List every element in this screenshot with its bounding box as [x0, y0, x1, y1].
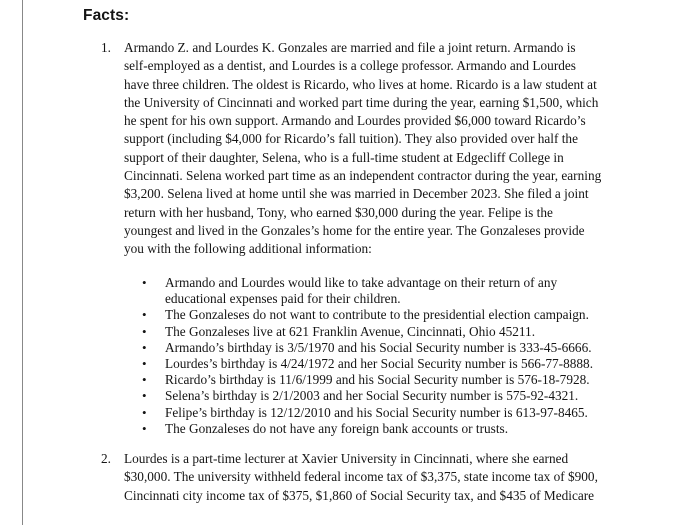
list-item-text: Felipe’s birthday is 12/12/2010 and his Social Security number is 613-97-8465. — [165, 404, 588, 420]
text-line: $30,000. The university withheld federal income tax of $3,375, state income tax of $900, — [124, 469, 598, 485]
list-item — [138, 356, 658, 372]
list-item — [138, 405, 658, 421]
bullet-icon: • — [142, 372, 147, 388]
bullet-icon: • — [142, 404, 147, 420]
text-line: support of their daughter, Selena, who is a full-time student at Edgecliff College in — [124, 149, 564, 165]
list-item — [138, 421, 658, 437]
fact-item-text — [124, 39, 624, 259]
fact-item-text — [124, 450, 624, 505]
list-item — [138, 307, 658, 323]
bullet-icon: • — [142, 420, 147, 436]
list-item-text: Ricardo’s birthday is 11/6/1999 and his Social Security number is 576-18-7928. — [165, 372, 590, 388]
list-item-text: The Gonzaleses do not have any foreign bank accounts or trusts. — [165, 420, 509, 436]
text-line: Cincinnati city income tax of $375, $1,860 of Social Security tax, and $435 of Medicare — [124, 487, 595, 503]
list-item-text: The Gonzaleses do not want to contribute to the presidential election campaign. — [165, 307, 589, 323]
bullet-icon: • — [142, 323, 147, 339]
text-line: the University of Cincinnati and worked part time during the year, earning $1,500, which — [124, 94, 599, 110]
list-item — [138, 324, 658, 340]
text-line: Armando Z. and Lourdes K. Gonzales are married and file a joint return. Armando is — [124, 40, 576, 55]
bullet-icon: • — [142, 307, 147, 323]
text-line: Lourdes is a part-time lecturer at Xavier University in Cincinnati, where she earned — [124, 451, 569, 466]
bullet-icon: • — [142, 339, 147, 355]
list-item — [138, 372, 658, 388]
page-edge-rule — [22, 0, 23, 525]
text-line: Cincinnati. Selena worked part time as an independent contractor during the year, earning — [124, 168, 602, 184]
list-item-text: The Gonzaleses live at 621 Franklin Avenue, Cincinnati, Ohio 45211. — [165, 323, 536, 339]
list-item-text: Lourdes’s birthday is 4/24/1972 and her Social Security number is 566-77-8888. — [165, 356, 594, 372]
list-item-text: educational expenses paid for their children. — [165, 291, 401, 307]
text-line: return with her husband, Tony, who earned $30,000 during the year. Felipe is the — [124, 204, 553, 220]
list-item — [138, 340, 658, 356]
text-line: $3,200. Selena lived at home until she was married in December 2023. She filed a joint — [124, 186, 589, 202]
text-line: support (including $4,000 for Ricardo’s fall tuition). They also provided over half the — [124, 131, 578, 147]
text-line: self-employed as a dentist, and Lourdes is a college professor. Armando and Lourdes — [124, 58, 576, 74]
list-item — [138, 388, 658, 404]
list-item-text: Armando’s birthday is 3/5/1970 and his Social Security number is 333-45-6666. — [165, 339, 592, 355]
text-line: youngest and lived in the Gonzales’s home for the entire year. The Gonzaleses provide — [124, 222, 585, 238]
bullet-icon: • — [142, 275, 147, 290]
bullet-icon: • — [142, 388, 147, 404]
bullet-icon: • — [142, 356, 147, 372]
text-line: he spent for his own support. Armando and Lourdes provided $6,000 toward Ricardo’s — [124, 113, 586, 129]
fact-item-number: 2. — [101, 451, 111, 466]
text-line: have three children. The oldest is Ricardo, who lives at home. Ricardo is a law student at — [124, 76, 597, 92]
list-item-text: Selena’s birthday is 2/1/2003 and her Social Security number is 575-92-4321. — [165, 388, 579, 404]
facts-heading: Facts: — [83, 7, 130, 24]
additional-info-list — [138, 275, 658, 437]
fact-item-number: 1. — [101, 40, 111, 55]
list-item-text: Armando and Lourdes would like to take advantage on their return of any — [165, 275, 558, 290]
list-item — [138, 275, 658, 307]
text-line: you with the following additional information: — [124, 241, 372, 257]
